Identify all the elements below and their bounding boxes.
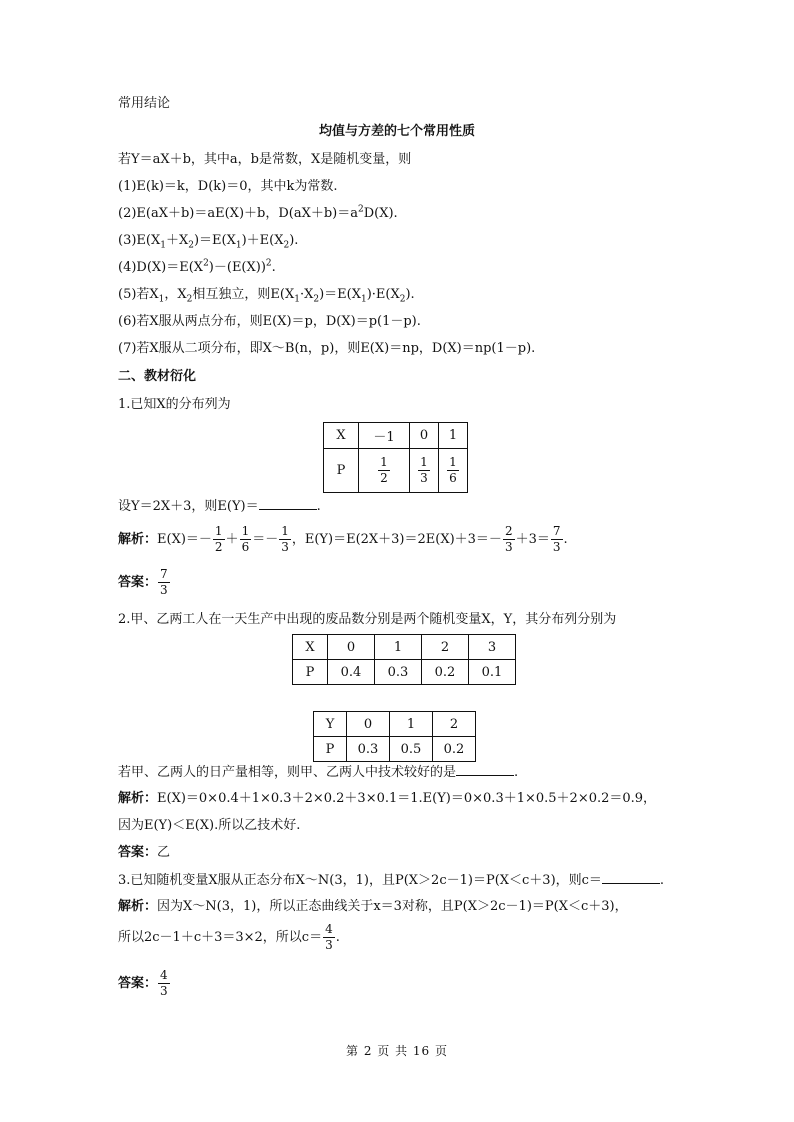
page-footer: 第 2 页 共 16 页 bbox=[346, 1044, 448, 1058]
q2-text: 2.甲、乙两工人在一天生产中出现的废品数分别是两个随机变量X，Y，其分布列分别为 bbox=[118, 612, 617, 627]
section-heading: 二、教材衍化 bbox=[118, 369, 197, 384]
q3-text: 3.已知随机变量X服从正态分布X～N(3，1)，且P(X＞2c－1)＝P(X＜c＋3)，则c＝ . bbox=[118, 873, 665, 888]
table-cell: X bbox=[293, 635, 328, 660]
table-cell: P bbox=[293, 660, 328, 685]
answer-blank bbox=[259, 497, 317, 510]
q2-solution-2: 因为E(Y)＜E(X).所以乙技术好. bbox=[118, 818, 301, 833]
property-intro: 若Y＝aX＋b，其中a，b是常数，X是随机变量，则 bbox=[118, 152, 412, 167]
page-heading: 均值与方差的七个常用性质 bbox=[318, 124, 475, 139]
q2-solution-1: 解析：E(X)＝0×0.4＋1×0.3＋2×0.2＋3×0.1＝1.E(Y)＝0×0.3＋1×0.5＋2×0.2＝0.9， bbox=[118, 791, 657, 806]
q1-question: 设Y＝2X＋3，则E(Y)＝ . bbox=[118, 499, 321, 514]
table-cell: 1 bbox=[439, 423, 468, 449]
q2-question: 若甲、乙两人的日产量相等，则甲、乙两人中技术较好的是 . bbox=[118, 765, 519, 780]
q3-answer: 答案： $\frac{4}{3}$ bbox=[118, 968, 168, 998]
property-6: (6)若X服从两点分布，则E(X)＝p，D(X)＝p(1－p). bbox=[118, 314, 421, 329]
q2-answer: 答案：乙 bbox=[118, 845, 171, 860]
table-cell: Y bbox=[314, 712, 347, 737]
table-cell: 0 bbox=[328, 635, 375, 660]
answer-blank bbox=[456, 763, 514, 776]
table-cell: 0.2 bbox=[433, 737, 476, 762]
table-cell: 0.3 bbox=[347, 737, 390, 762]
table-cell: －1 bbox=[359, 423, 410, 449]
table-cell: P bbox=[324, 449, 359, 493]
table-cell: 0 bbox=[347, 712, 390, 737]
table-cell: 2 bbox=[422, 635, 469, 660]
q2-table-y bbox=[313, 711, 476, 762]
table-cell: $\frac{1}{3}$ bbox=[410, 449, 439, 493]
table-cell: 2 bbox=[433, 712, 476, 737]
q2-table-x bbox=[292, 634, 516, 685]
answer-blank bbox=[602, 871, 660, 884]
property-5: (5)若$X_1$，$X_2$相互独立，则$E(X_1\cdot X_2)=E(X_1)\cdot E(X_2)$. bbox=[118, 287, 415, 305]
q1-text: 1.已知X的分布列为 bbox=[118, 397, 231, 412]
table-cell: 0.4 bbox=[328, 660, 375, 685]
table-cell: 0.1 bbox=[469, 660, 516, 685]
table-cell: 0.2 bbox=[422, 660, 469, 685]
table-cell: 0 bbox=[410, 423, 439, 449]
table-cell: $\frac{1}{6}$ bbox=[439, 449, 468, 493]
property-3: $(3)E(X_1+X_2)=E(X_1)+E(X_2)$. bbox=[118, 233, 299, 251]
property-2: (2)E(aX＋b)＝aE(X)＋b，$D(aX+b)=a^2D(X)$. bbox=[118, 204, 398, 221]
property-7: (7)若X服从二项分布，即X～B(n，p)，则E(X)＝np，D(X)＝np(1－p). bbox=[118, 341, 536, 356]
table-cell: X bbox=[324, 423, 359, 449]
q1-distribution-table bbox=[323, 422, 468, 493]
q3-solution-1: 解析：因为X～N(3，1)，所以正态曲线关于x＝3对称，且P(X＞2c－1)＝P(X＜c＋3)， bbox=[118, 899, 628, 914]
table-cell: $\frac{1}{2}$ bbox=[359, 449, 410, 493]
table-cell: 3 bbox=[469, 635, 516, 660]
q1-answer: 答案： $\frac{7}{3}$ bbox=[118, 567, 168, 597]
table-cell: 1 bbox=[390, 712, 433, 737]
table-cell: P bbox=[314, 737, 347, 762]
q1-solution: 解析：E(X)＝－ $\frac{1}{2}$ ＋ $\frac{1}{6}$ ＝－ $\frac{1}{3}$ ，E(Y)＝E(2X＋3)＝2E(X)＋3＝－ $\frac{2}{3}$ ＋3＝ $\frac{7}{3}$ . bbox=[118, 524, 568, 554]
property-1: (1)E(k)＝k，D(k)＝0，其中k为常数. bbox=[118, 179, 338, 194]
q3-solution-2: 所以2c－1＋c＋3＝3×2，所以c＝ $\frac{4}{3}$ . bbox=[118, 922, 340, 952]
table-cell: 0.5 bbox=[390, 737, 433, 762]
property-4: $(4)D(X)=E(X^2)-(E(X))^2$. bbox=[118, 258, 276, 275]
table-cell: 1 bbox=[375, 635, 422, 660]
table-cell: 0.3 bbox=[375, 660, 422, 685]
section-label: 常用结论 bbox=[118, 96, 171, 111]
